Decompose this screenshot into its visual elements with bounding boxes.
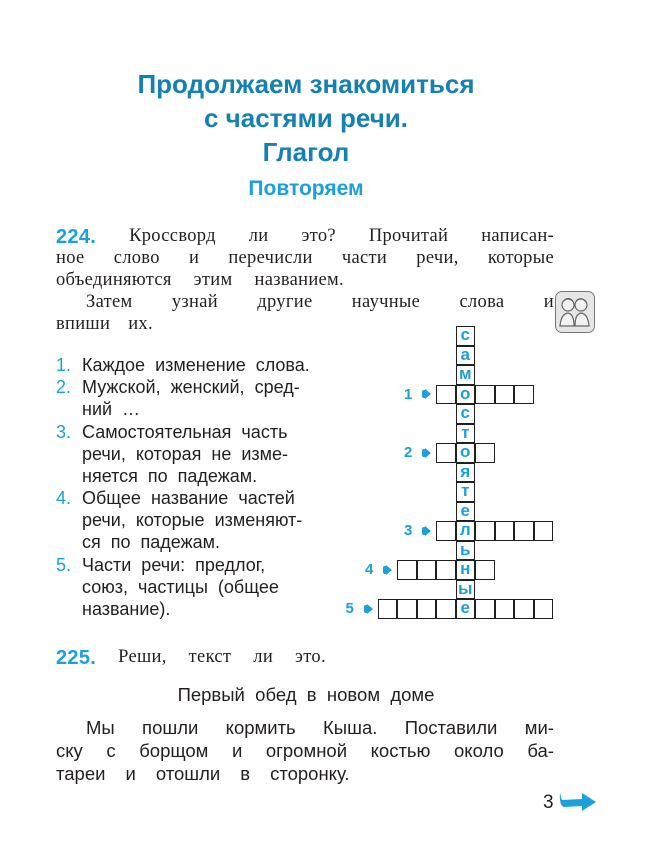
crossword-row-label [365, 561, 392, 578]
question-text: Самостоятельная часть [82, 422, 288, 442]
crossword-empty-cell[interactable] [475, 443, 495, 463]
row-number: 2 [404, 444, 413, 461]
crossword-letter-cell: е [456, 599, 476, 619]
word: Затем [86, 292, 133, 312]
word: в [240, 763, 251, 784]
arrow-right-icon [425, 526, 431, 536]
crossword-empty-cell[interactable] [514, 599, 534, 619]
page-title-line-2: с частями речи. [203, 103, 409, 133]
word: костью [370, 740, 431, 761]
word: отошли [155, 763, 221, 784]
two-students-icon [555, 291, 595, 333]
word: ли [253, 647, 274, 667]
crossword-empty-cell[interactable] [436, 521, 456, 541]
word: и [543, 292, 554, 312]
text-line [56, 226, 554, 249]
word: Реши, [118, 647, 167, 667]
word: это. [295, 647, 326, 667]
crossword-letter-cell: т [456, 482, 476, 502]
text-line [56, 740, 554, 762]
word: этим [193, 270, 233, 290]
word: научные [351, 292, 421, 312]
crossword-letter-cell: я [456, 463, 476, 483]
text-title: Первый обед в новом доме [177, 684, 435, 705]
page-title-line-1: Продолжаем знакомиться [137, 69, 475, 99]
question-text: ний … [82, 399, 141, 419]
crossword-letter-cell: н [456, 560, 476, 580]
next-arrow-icon[interactable] [558, 790, 598, 819]
crossword-letter-cell: ы [456, 580, 476, 600]
word: другие [257, 292, 313, 312]
word: названием. [254, 270, 344, 290]
word: Прочитай [368, 226, 449, 246]
crossword-letter-cell: с [456, 326, 476, 346]
text-line [56, 248, 554, 269]
word: узнай [171, 292, 218, 312]
question-text: Общее название частей [82, 488, 295, 508]
word: объединяются [56, 270, 172, 290]
word: речи, [416, 248, 459, 268]
word: ба- [527, 740, 554, 761]
page-title-line-3: Глагол [262, 137, 350, 167]
word: слова [459, 292, 505, 312]
question-number: 3. [56, 422, 72, 442]
crossword-letter-cell: е [456, 502, 476, 522]
crossword-letter-cell: л [456, 521, 476, 541]
crossword-empty-cell[interactable] [495, 385, 515, 405]
arrow-right-icon [425, 389, 431, 399]
word: ску [56, 740, 83, 761]
text-line [86, 717, 554, 739]
crossword-letter-cell: с [456, 404, 476, 424]
row-number: 1 [404, 385, 413, 403]
crossword-empty-cell[interactable] [378, 599, 398, 619]
word: пошли [142, 717, 199, 738]
question-number: 5. [56, 555, 72, 575]
question-number: 2. [56, 377, 72, 397]
word: и [188, 248, 200, 268]
word: ми- [524, 717, 554, 738]
arrow-right-icon [367, 604, 373, 614]
question-number: 4. [56, 488, 72, 508]
question-text: союз, частицы (общее [82, 577, 279, 597]
arrow-right-icon [386, 565, 392, 575]
crossword-empty-cell[interactable] [397, 599, 417, 619]
word: тареи [56, 763, 106, 784]
text-line [56, 763, 350, 785]
crossword-row-label [346, 600, 373, 617]
word: кормить [225, 717, 296, 738]
word: слово [113, 248, 160, 268]
question-text: Мужской, женский, сред- [82, 377, 300, 397]
crossword-empty-cell[interactable] [495, 599, 515, 619]
crossword-empty-cell[interactable] [475, 560, 495, 580]
arrow-right-icon [425, 448, 431, 458]
crossword-row-label [404, 386, 431, 403]
word: Кыша. [323, 717, 378, 738]
crossword-letter-cell: о [456, 443, 476, 463]
word: и [125, 763, 136, 784]
word: части [341, 248, 388, 268]
word: с [106, 740, 116, 761]
crossword-row-label [404, 522, 431, 539]
crossword-empty-cell[interactable] [475, 599, 495, 619]
question-text: Каждое изменение слова. [82, 355, 310, 375]
row-number: 4 [365, 561, 374, 578]
word: ное [56, 248, 85, 268]
word: борщом [139, 740, 209, 761]
crossword-empty-cell[interactable] [495, 521, 515, 541]
word: их. [128, 314, 153, 334]
word: которые [487, 248, 554, 268]
word: и [231, 740, 243, 761]
word: это? [301, 226, 336, 246]
crossword-empty-cell[interactable] [397, 560, 417, 580]
word: написан- [481, 226, 554, 246]
crossword-empty-cell[interactable] [436, 560, 456, 580]
text-line [86, 292, 554, 313]
exercise-number: 224. [56, 226, 97, 248]
crossword-empty-cell[interactable] [514, 521, 534, 541]
crossword-empty-cell[interactable] [475, 385, 495, 405]
row-number: 3 [404, 522, 413, 539]
text-line [56, 270, 344, 291]
question-text: няется по падежам. [82, 466, 258, 486]
crossword-empty-cell[interactable] [436, 385, 456, 405]
crossword-empty-cell[interactable] [475, 521, 495, 541]
word: Кроссворд [129, 226, 216, 246]
crossword-letter-cell: м [456, 365, 476, 385]
question-text: речи, которая не изме- [82, 444, 289, 464]
question-text: название). [82, 599, 171, 619]
crossword-empty-cell[interactable] [436, 599, 456, 619]
crossword-letter-cell: о [456, 385, 476, 405]
crossword-row-label [404, 444, 431, 461]
question-text: ся по падежам. [82, 532, 221, 552]
crossword-empty-cell[interactable] [436, 443, 456, 463]
crossword-letter-cell: ь [456, 541, 476, 561]
word: впиши [56, 314, 111, 334]
word: текст [188, 647, 232, 667]
exercise-number: 225. [56, 647, 97, 669]
task-line [56, 647, 326, 670]
word: Мы [86, 717, 115, 738]
question-text: Части речи: предлог, [82, 555, 266, 575]
crossword-empty-cell[interactable] [417, 599, 437, 619]
page-number: 3 [543, 792, 554, 813]
crossword-empty-cell[interactable] [514, 385, 534, 405]
crossword-letter-cell: а [456, 346, 476, 366]
word: ли [248, 226, 269, 246]
word: Поставили [404, 717, 498, 738]
question-text: речи, которые изменяют- [82, 510, 303, 530]
crossword-empty-cell[interactable] [417, 560, 437, 580]
question-number: 1. [56, 355, 72, 375]
crossword-empty-cell[interactable] [534, 599, 554, 619]
crossword-empty-cell[interactable] [534, 521, 554, 541]
row-number: 5 [345, 600, 354, 617]
text-line [56, 314, 153, 335]
section-subtitle: Повторяем [248, 177, 364, 200]
crossword-letter-cell: т [456, 424, 476, 444]
word: огромной [265, 740, 348, 761]
word: сторонку. [270, 763, 350, 784]
word: около [454, 740, 504, 761]
word: перечисли [228, 248, 313, 268]
